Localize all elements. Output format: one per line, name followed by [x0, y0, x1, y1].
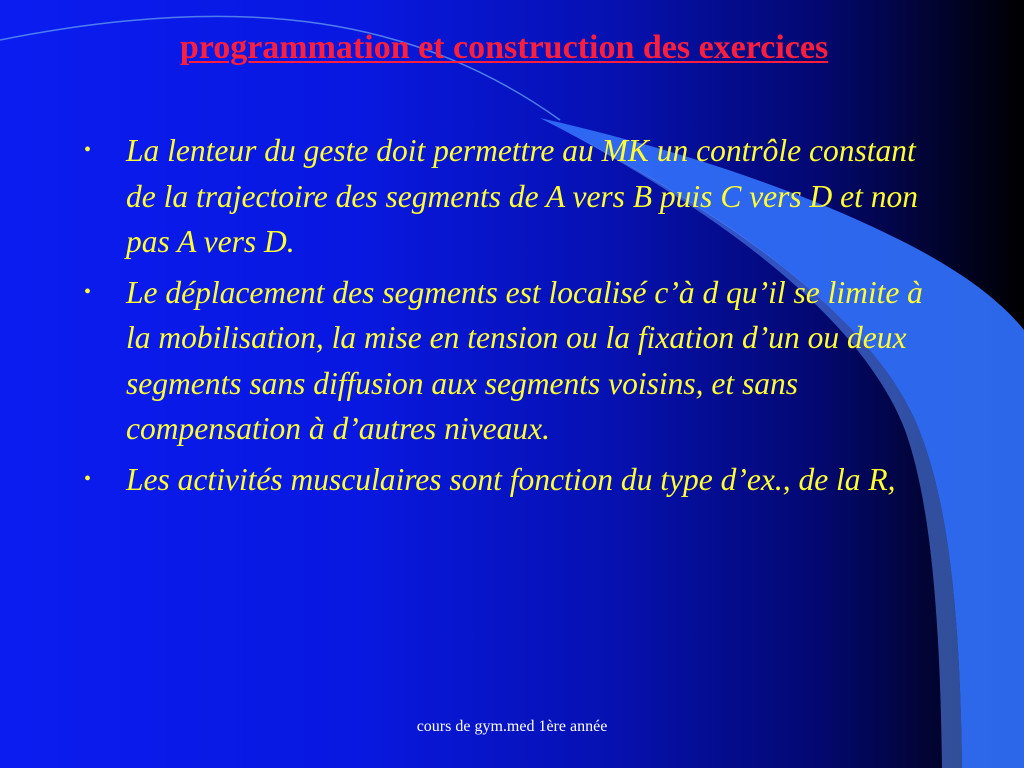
slide-title: programmation et construction des exercices [179, 29, 829, 66]
slide-footer: cours de gym.med 1ère année [416, 718, 608, 735]
bullet-icon: • [84, 467, 92, 490]
bullet-icon: • [84, 280, 92, 303]
bullet-text: La lenteur du geste doit permettre au MK un contrôle constant de la trajectoire des segments de A vers B puis C vers D et non pas A vers D. [126, 133, 919, 259]
bullet-list [84, 128, 944, 507]
bullet-item [84, 457, 944, 503]
bullet-item [84, 270, 944, 452]
bullet-item [84, 128, 944, 265]
bullet-text: Les activités musculaires sont fonction du type d’ex., de la R, [126, 461, 896, 497]
bullet-text: Le déplacement des segments est localisé c’à d qu’il se limite à la mobilisation, la mise en tension ou la fixation d’un ou deux segments sans diffusion aux segments voisins, et sans compensation à d’autres niveaux. [126, 274, 923, 446]
bullet-icon: • [84, 139, 92, 161]
